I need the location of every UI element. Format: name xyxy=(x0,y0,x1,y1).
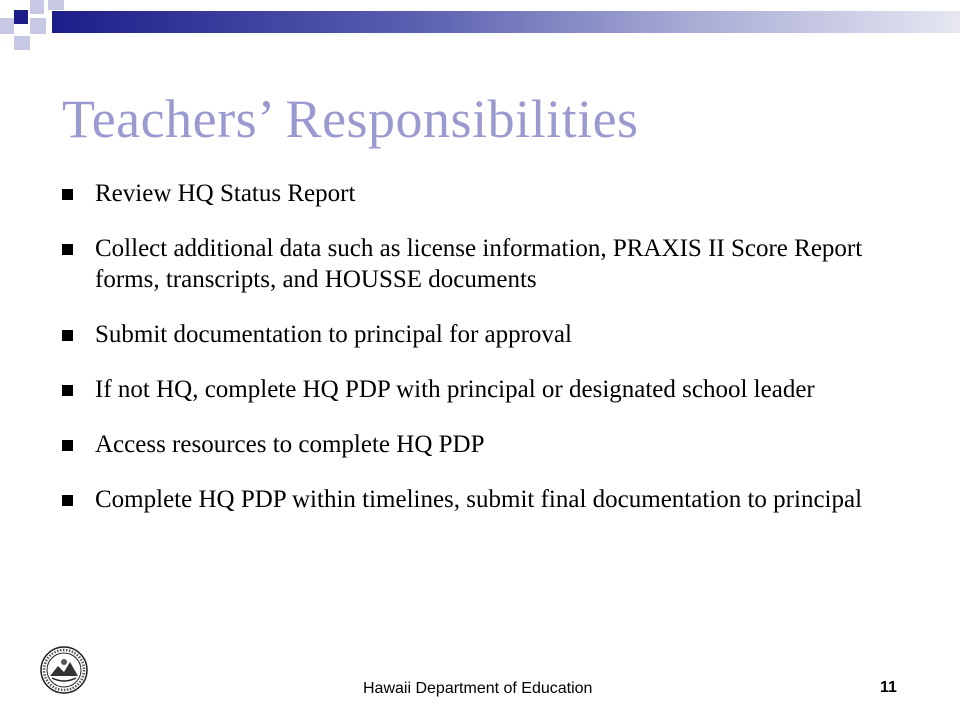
bullet-item xyxy=(62,319,922,350)
square-bullet-icon xyxy=(62,385,73,396)
square-bullet-icon xyxy=(62,495,73,506)
department-of-education-seal-icon xyxy=(40,646,88,694)
square-bullet-icon xyxy=(62,189,73,200)
decor-square xyxy=(14,10,28,24)
bullet-item xyxy=(62,484,922,515)
square-bullet-icon xyxy=(62,440,73,451)
bullet-item xyxy=(62,178,922,209)
square-bullet-icon xyxy=(62,330,73,341)
decor-square xyxy=(30,0,44,14)
decor-square xyxy=(30,18,46,34)
header-gradient-bar xyxy=(52,11,960,33)
decor-square xyxy=(48,0,64,10)
bullet-text: Submit documentation to principal for approval xyxy=(95,321,572,348)
bullet-text: Access resources to complete HQ PDP xyxy=(95,431,485,458)
bullet-item xyxy=(62,374,922,405)
slide-title: Teachers’ Responsibilities xyxy=(62,89,639,149)
square-bullet-icon xyxy=(62,244,73,255)
bullet-text: Collect additional data such as license information, PRAXIS II Score Report forms, transcripts, and HOUSSE documents xyxy=(95,235,863,293)
bullet-list xyxy=(62,178,922,539)
footer-organization: Hawaii Department of Education xyxy=(363,680,593,697)
bullet-item xyxy=(62,429,922,460)
bullet-item xyxy=(62,233,922,295)
decor-square xyxy=(0,18,14,34)
bullet-text: If not HQ, complete HQ PDP with principal or designated school leader xyxy=(95,376,815,403)
decor-square xyxy=(14,36,30,50)
bullet-text: Complete HQ PDP within timelines, submit final documentation to principal xyxy=(95,486,863,513)
bullet-text: Review HQ Status Report xyxy=(95,180,356,207)
page-number: 11 xyxy=(880,679,897,696)
